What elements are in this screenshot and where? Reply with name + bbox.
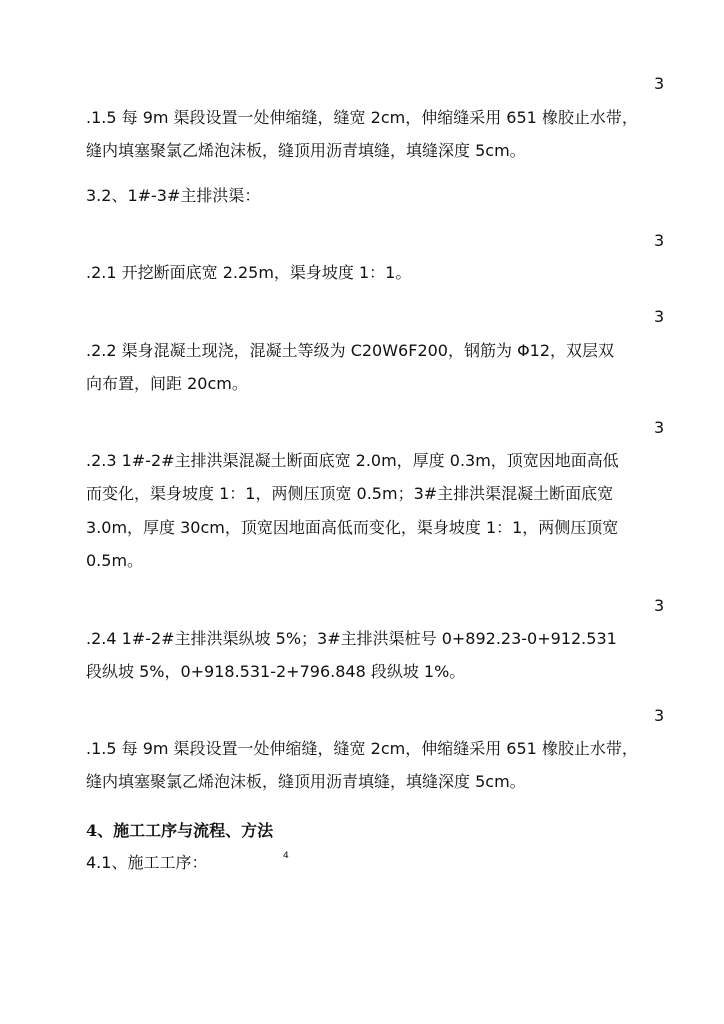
text-line: .1.5 每 9m 渠段设置一处伸缩缝，缝宽 2cm，伸缩缝采用 651 橡胶止水带， <box>86 108 638 127</box>
section-heading: 4、施工工序与流程、方法 <box>86 821 274 840</box>
text-line: .2.4 1#-2#主排洪渠纵坡 5%；3#主排洪渠桩号 0+892.23-0+912.531 <box>86 629 617 648</box>
paragraph-number: 3 <box>654 706 665 725</box>
text-line: 向布置，间距 20cm。 <box>86 374 248 393</box>
text-line: 0.5m。 <box>86 551 144 570</box>
paragraph-number: 3 <box>654 596 665 615</box>
paragraph-number: 3 <box>654 231 665 250</box>
text-line: .2.2 渠身混凝土现浇，混凝土等级为 C20W6F200，钢筋为 Φ12，双层双 <box>86 341 615 360</box>
paragraph-number: 3 <box>654 418 665 437</box>
text-line: 而变化，渠身坡度 1：1，两侧压顶宽 0.5m；3#主排洪渠混凝土断面底宽 <box>86 484 614 503</box>
text-line: .2.1 开挖断面底宽 2.25m，渠身坡度 1：1。 <box>86 263 412 282</box>
subsection-title: 4.1、施工工序： <box>86 853 208 872</box>
text-line: .2.3 1#-2#主排洪渠混凝土断面底宽 2.0m，厚度 0.3m，顶宽因地面高低 <box>86 451 619 470</box>
subsection-number: 4 <box>283 851 289 861</box>
text-line: 段纵坡 5%，0+918.531-2+796.848 段纵坡 1%。 <box>86 662 466 681</box>
text-line: .1.5 每 9m 渠段设置一处伸缩缝，缝宽 2cm，伸缩缝采用 651 橡胶止水带， <box>86 739 638 758</box>
text-line: 3.0m，厚度 30cm，顶宽因地面高低而变化，渠身坡度 1：1，两侧压顶宽 <box>86 518 619 537</box>
paragraph-number: 3 <box>654 307 665 326</box>
paragraph-number: 3 <box>654 74 665 93</box>
subsection-title: 3.2、1#-3#主排洪渠： <box>86 186 261 205</box>
text-line: 缝内填塞聚氯乙烯泡沫板，缝顶用沥青填缝，填缝深度 5cm。 <box>86 772 526 791</box>
text-line: 缝内填塞聚氯乙烯泡沫板，缝顶用沥青填缝，填缝深度 5cm。 <box>86 141 526 160</box>
